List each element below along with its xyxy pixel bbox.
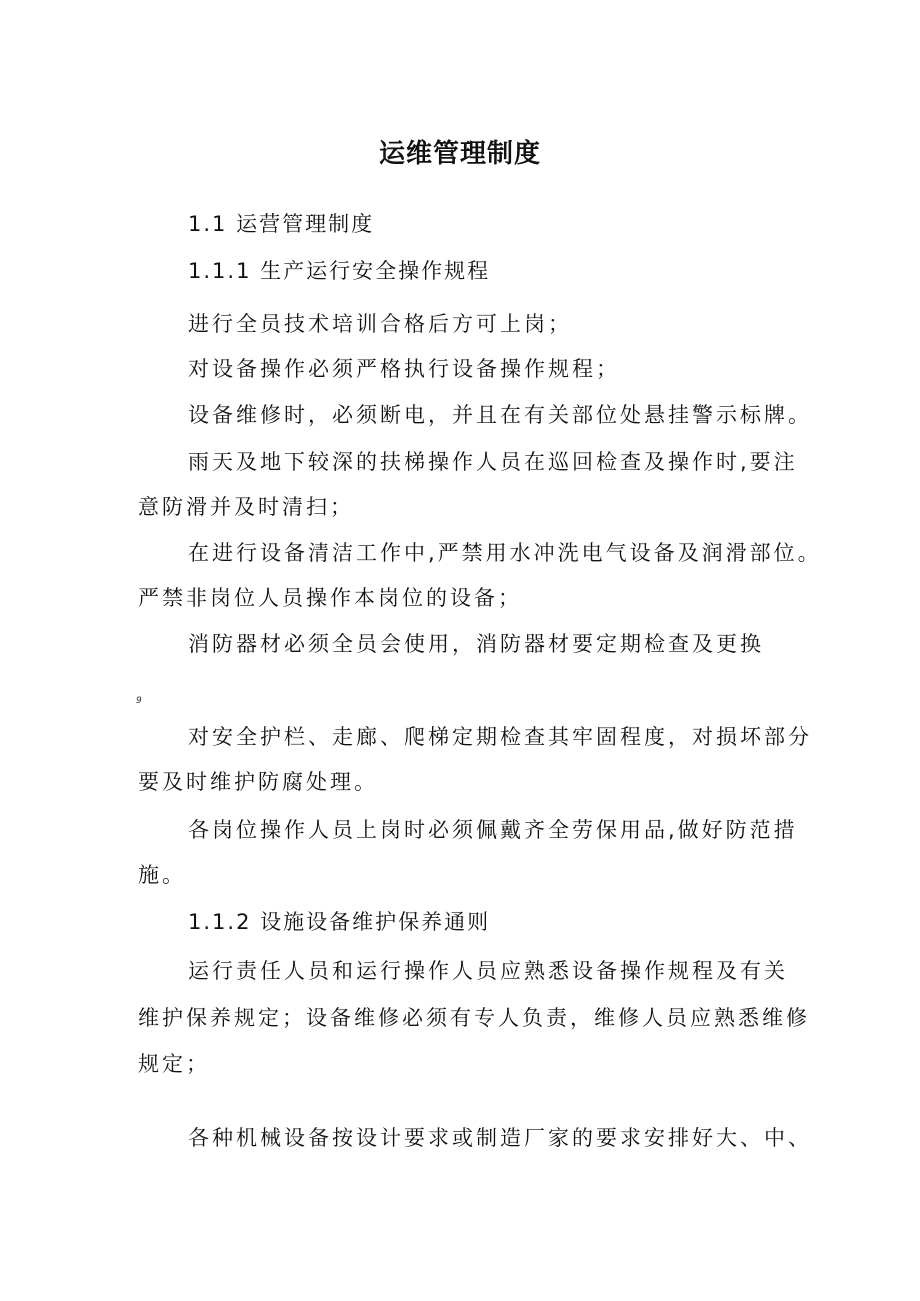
section-heading-1-1-1: 1.1.1 生产运行安全操作规程	[188, 259, 491, 283]
paragraph-7-line-1: 对安全护栏、走廊、爬梯定期检查其牢固程度，对损坏部分	[188, 725, 812, 749]
paragraph-8-line-2: 施。	[138, 863, 186, 887]
paragraph-7-line-2: 要及时维护防腐处理。	[138, 770, 378, 794]
paragraph-9-line-3: 规定；	[138, 1052, 210, 1076]
stray-mark: 9	[136, 696, 142, 706]
paragraph-10-line-1: 各种机械设备按设计要求或制造厂家的要求安排好大、中、	[188, 1126, 812, 1150]
paragraph-2: 对设备操作必须严格执行设备操作规程；	[188, 357, 620, 381]
document-title: 运维管理制度	[378, 139, 541, 169]
paragraph-9-line-2: 维护保养规定；设备维修必须有专人负责，维修人员应熟悉维修	[138, 1006, 810, 1030]
paragraph-3: 设备维修时，必须断电，并且在有关部位处悬挂警示标牌。	[188, 403, 812, 427]
paragraph-4-line-1: 雨天及地下较深的扶梯操作人员在巡回检查及操作时,要注	[188, 450, 798, 474]
paragraph-4-line-2: 意防滑并及时清扫；	[138, 495, 354, 519]
section-heading-1-1-2: 1.1.2 设施设备维护保养通则	[188, 910, 491, 934]
paragraph-6: 消防器材必须全员会使用，消防器材要定期检查及更换	[188, 632, 764, 656]
paragraph-1: 进行全员技术培训合格后方可上岗；	[188, 312, 572, 336]
section-heading-1-1: 1.1 运营管理制度	[188, 212, 375, 236]
paragraph-8-line-1: 各岗位操作人员上岗时必须佩戴齐全劳保用品,做好防范措	[188, 818, 798, 842]
paragraph-5-line-1: 在进行设备清洁工作中,严禁用水冲洗电气设备及润滑部位。	[188, 541, 822, 565]
paragraph-9-line-1: 运行责任人员和运行操作人员应熟悉设备操作规程及有关	[188, 959, 788, 983]
paragraph-5-line-2: 严禁非岗位人员操作本岗位的设备；	[138, 586, 522, 610]
